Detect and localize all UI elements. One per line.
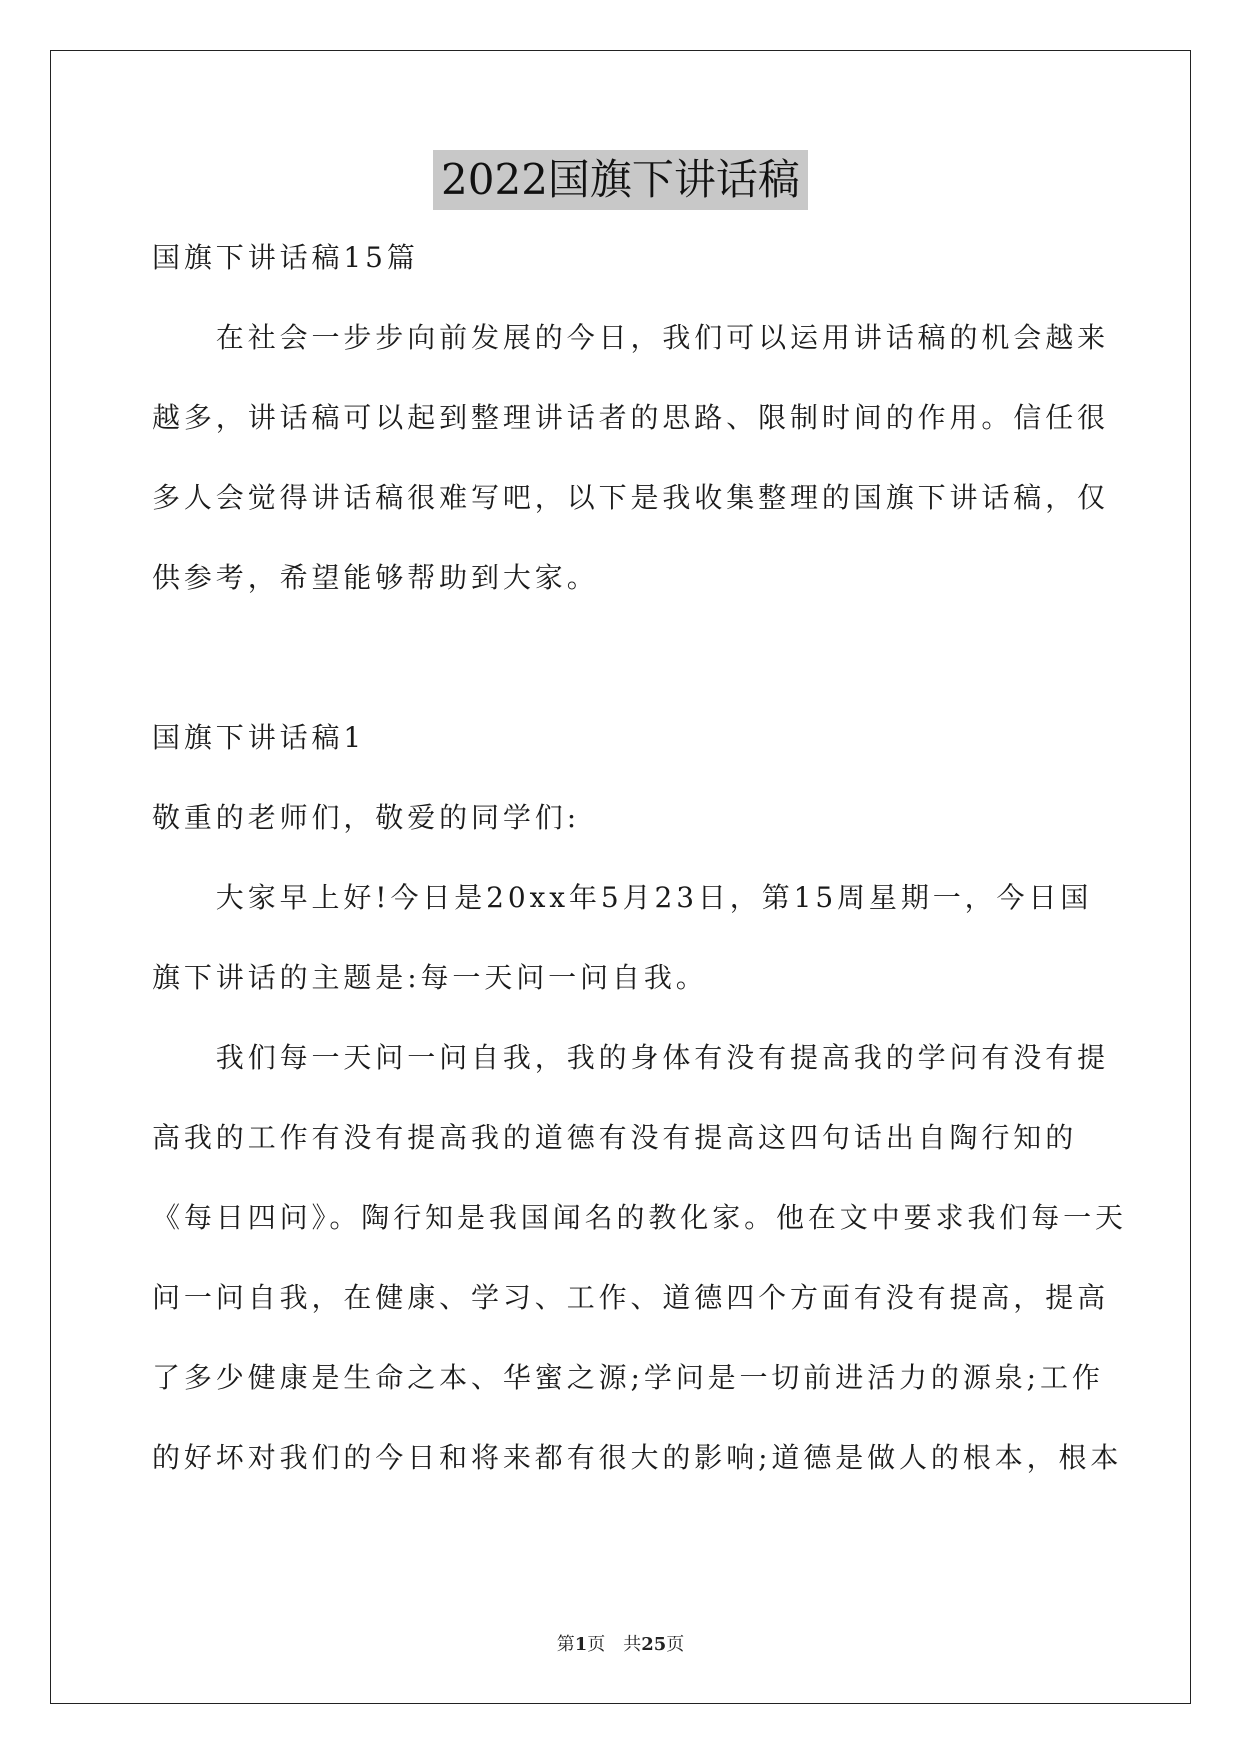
paragraph-line: 我们每一天问一问自我，我的身体有没有提高我的学问有没有提 <box>152 1041 1110 1074</box>
total-prefix: 共 <box>623 1634 642 1655</box>
page-footer <box>0 1633 1241 1657</box>
section-heading: 国旗下讲话稿1 <box>152 721 366 754</box>
paragraph-line: 了多少健康是生命之本、华蜜之源;学问是一切前进活力的源泉;工作 <box>152 1361 1104 1394</box>
document-title: 2022国旗下讲话稿 <box>433 150 808 210</box>
title-container <box>0 150 1241 210</box>
paragraph-line: 旗下讲话的主题是:每一天问一问自我。 <box>152 961 708 994</box>
paragraph-line: 越多，讲话稿可以起到整理讲话者的思路、限制时间的作用。信任很 <box>152 401 1110 434</box>
paragraph-line: 多人会觉得讲话稿很难写吧，以下是我收集整理的国旗下讲话稿，仅 <box>152 481 1110 514</box>
page-prefix: 第 <box>556 1634 575 1655</box>
page-unit: 页 <box>587 1634 606 1655</box>
page-current: 1 <box>574 1634 588 1655</box>
paragraph-line: 问一问自我，在健康、学习、工作、道德四个方面有没有提高，提高 <box>152 1281 1110 1314</box>
paragraph-line: 高我的工作有没有提高我的道德有没有提高这四句话出自陶行知的 <box>152 1121 1078 1154</box>
total-unit: 页 <box>666 1634 685 1655</box>
page-total: 25 <box>641 1634 667 1655</box>
paragraph-line: 供参考，希望能够帮助到大家。 <box>152 561 599 594</box>
paragraph-line: 《每日四问》。陶行知是我国闻名的教化家。他在文中要求我们每一天 <box>152 1201 1127 1234</box>
subtitle-line: 国旗下讲话稿15篇 <box>152 241 419 274</box>
paragraph-line: 大家早上好!今日是20xx年5月23日，第15周星期一，今日国 <box>152 881 1093 914</box>
salutation-line: 敬重的老师们，敬爱的同学们: <box>152 801 581 834</box>
paragraph-line: 的好坏对我们的今日和将来都有很大的影响;道德是做人的根本，根本 <box>152 1441 1123 1474</box>
paragraph-line: 在社会一步步向前发展的今日，我们可以运用讲话稿的机会越来 <box>152 321 1110 354</box>
